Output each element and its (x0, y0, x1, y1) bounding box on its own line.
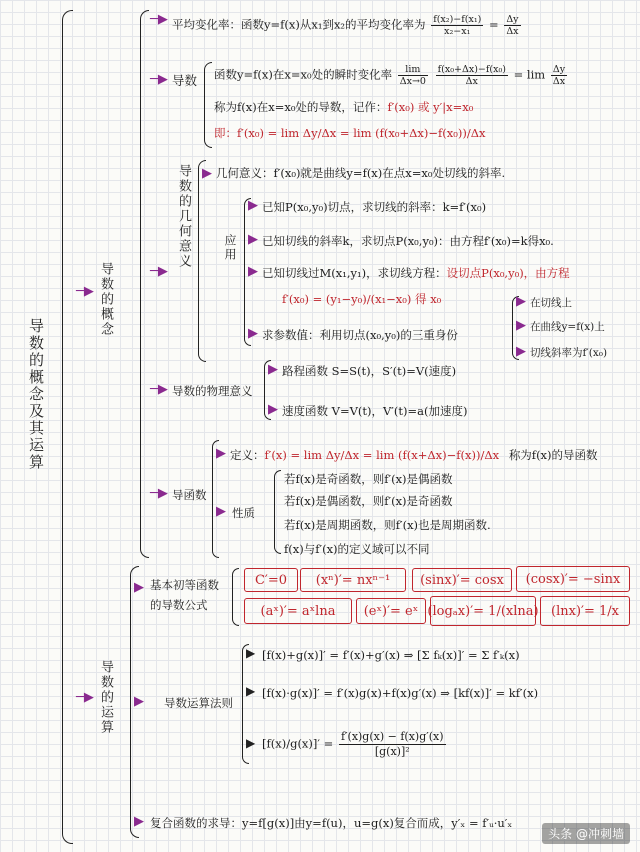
branch2-arrow-icon: ─▶ (76, 690, 94, 705)
prop-brace (274, 470, 281, 554)
formula-const: C′=0 (244, 568, 298, 592)
app4-arrow-icon: ▶ (248, 326, 258, 341)
app2-text: 已知切线的斜率k，求切点P(x₀,y₀)：由方程f′(x₀)=k得x₀. (262, 234, 554, 248)
prop-label: 性质 (232, 506, 255, 520)
rules-arrow-icon: ▶ (134, 694, 144, 709)
rule1-arrow-icon: ▶ (246, 646, 256, 660)
root-brace (62, 10, 73, 844)
watermark: 头条 @冲刺墙 (542, 823, 630, 844)
app1-text: 已知P(x₀,y₀)切点，求切线的斜率：k=f′(x₀) (262, 200, 487, 214)
composite-line: 复合函数的求导：y=f[g(x)]由y=f(u)，u=g(x)复合而成，y′ₓ = f′ᵤ·u′ₓ (150, 816, 513, 830)
derivative-line3: 即：f′(x₀) = lim Δy/Δx = lim (f(x₀+Δx)−f(x₀))/Δx (214, 126, 486, 140)
identity1-arrow-icon: ▶ (516, 294, 526, 309)
physics-title: 导数的物理意义 (172, 384, 253, 398)
physics2-arrow-icon: ▶ (268, 402, 278, 417)
root-title: 导数的概念及其运算 (27, 318, 45, 471)
rule3: [f(x)/g(x)]′ = $\frac{f'(x)g(x) - f(x)g'(x)}{\text{[g(x)]²}}$ (262, 730, 444, 758)
basic-brace (232, 568, 239, 626)
derivative-label: 导数 (172, 73, 198, 88)
derivative-brace (204, 62, 212, 148)
basic-title1: 基本初等函数 (150, 578, 219, 592)
rule3-arrow-icon: ▶ (246, 736, 256, 750)
app-label: 应用 (223, 234, 237, 262)
physics-arrow-icon: ─▶ (150, 382, 168, 397)
basic-title2: 的导数公式 (150, 598, 208, 612)
prop1: 若f(x)是奇函数，则f′(x)是偶函数 (284, 472, 453, 486)
geometry-meaning: 几何意义：f′(x₀)就是曲线y=f(x)在点x=x₀处切线的斜率. (216, 166, 506, 180)
identity2-arrow-icon: ▶ (516, 318, 526, 333)
identity1: 在切线上 (530, 297, 572, 309)
formula-power: (xⁿ)′= nxⁿ⁻¹ (300, 568, 406, 592)
physics-line1: 路程函数 S=S(t)，S′(t)=V(速度) (282, 364, 457, 378)
formula-exp-e: (eˣ)′= eˣ (356, 598, 426, 624)
prop4: f(x)与f′(x)的定义域可以不同 (284, 542, 430, 556)
rule1: [f(x)+g(x)]′ = f′(x)+g′(x) ⇒ [Σ fₖ(x)]′ = Σ f′ₖ(x) (262, 648, 520, 662)
geometry-title: 导数的几何意义 (176, 164, 191, 269)
geometry-arrow-icon: ─▶ (150, 264, 168, 279)
avg-rate-text: 平均变化率：函数y=f(x)从x₁到x₂的平均变化率为 $\frac{\text{f(x₂)−f(x₁)}}{\text{x₂−x₁}}$ = $\frac{\Delta y}{\Delta x}$ (172, 14, 519, 37)
avg-rate-arrow-icon: ─▶ (150, 12, 168, 27)
prop3: 若f(x)是周期函数，则f′(x)也是周期函数. (284, 518, 491, 532)
app3-formula: f′(x₀) = (y₁−y₀)/(x₁−x₀) 得 x₀ (282, 292, 442, 306)
physics-line2: 速度函数 V=V(t)，V′(t)=a(加速度) (282, 404, 468, 418)
geometry-brace (198, 160, 206, 362)
formula-cos: (cosx)′= −sinx (516, 566, 630, 592)
derivative-arrow-icon: ─▶ (150, 72, 168, 87)
formula-log: (logₐx)′= 1/(xlna) (430, 596, 536, 626)
derivative-line2: 称为f(x)在x=x₀处的导数，记作：f′(x₀) 或 y′|x=x₀ (214, 100, 474, 114)
meaning-arrow-icon: ▶ (202, 166, 212, 181)
rule2-arrow-icon: ▶ (246, 684, 256, 698)
rule2: [f(x)·g(x)]′ = f′(x)g(x)+f(x)g′(x) ⇒ [kf(x)]′ = kf′(x) (262, 686, 539, 700)
formula-exp-a: (aˣ)′= aˣlna (244, 598, 352, 624)
app4-text: 求参数值：利用切点(x₀,y₀)的三重身份 (262, 328, 458, 342)
formula-sin: (sinx)′= cosx (412, 568, 512, 592)
identity2: 在曲线y=f(x)上 (530, 321, 605, 333)
branch2-title: 导数的运算 (98, 660, 113, 735)
def-line: 定义：f′(x) = lim Δy/Δx = lim (f(x+Δx)−f(x))/Δx 称为f(x)的导函数 (230, 448, 598, 462)
basic-arrow-icon: ▶ (134, 580, 144, 595)
deriv-func-arrow-icon: ─▶ (150, 486, 168, 501)
prop-arrow-icon: ▶ (216, 504, 226, 519)
prop2: 若f(x)是偶函数，则f′(x)是奇函数 (284, 494, 453, 508)
app3-text: 已知切线过M(x₁,y₁)，求切线方程：设切点P(x₀,y₀)，由方程 (262, 266, 570, 280)
branch1-title: 导数的概念 (98, 262, 113, 337)
identity3: 切线斜率为f′(x₀) (530, 347, 608, 359)
def-arrow-icon: ▶ (216, 446, 226, 461)
branch1-brace (140, 10, 149, 558)
deriv-func-title: 导函数 (172, 488, 207, 502)
composite-arrow-icon: ▶ (134, 814, 144, 829)
branch1-arrow-icon: ─▶ (76, 284, 94, 299)
derivative-line1: 函数y=f(x)在x=x₀处的瞬时变化率 $\frac{\lim}{\Delta x\to 0}$ $\frac{\text{f(x₀+Δx)−f(x₀)}}{\Delta x}$ = lim $\frac{\Delta y}{\Delta x}$ (214, 64, 566, 87)
formula-ln: (lnx)′= 1/x (540, 596, 630, 626)
physics1-arrow-icon: ▶ (268, 362, 278, 377)
rules-title: 导数运算法则 (164, 696, 233, 710)
app1-arrow-icon: ▶ (248, 198, 258, 213)
identity3-arrow-icon: ▶ (516, 344, 526, 359)
app3-arrow-icon: ▶ (248, 264, 258, 279)
app2-arrow-icon: ▶ (248, 232, 258, 247)
